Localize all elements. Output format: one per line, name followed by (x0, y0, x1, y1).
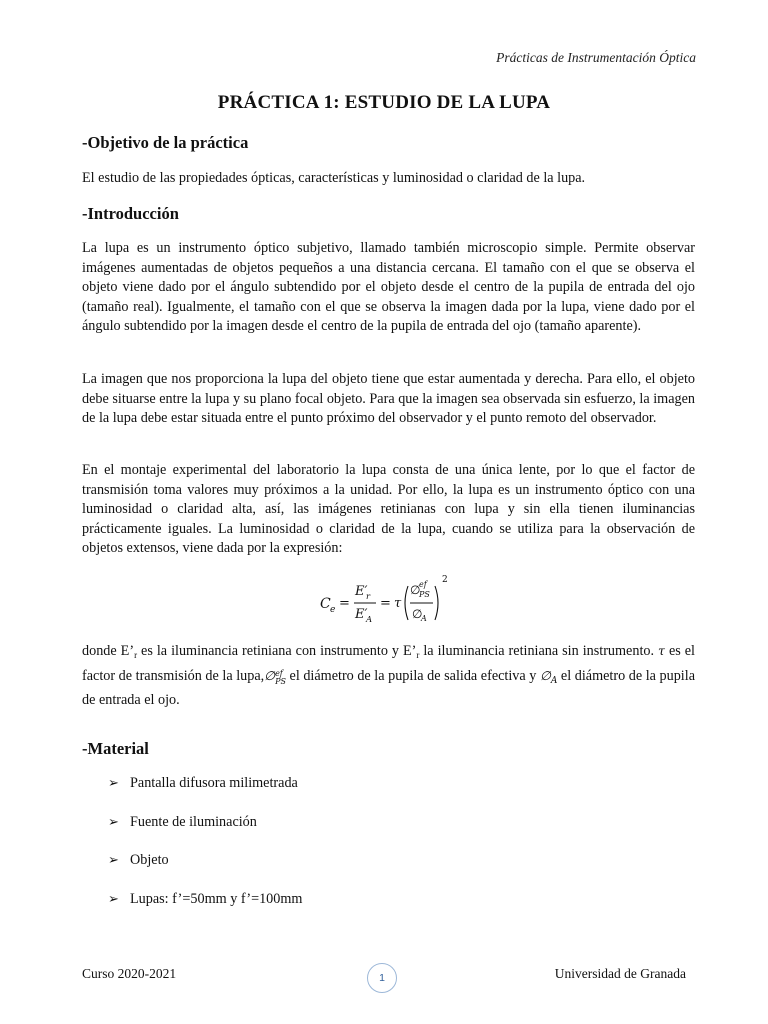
p4-text-3: la iluminancia retiniana sin instrumento. (419, 643, 655, 659)
formula-inner-num-sup: ef (419, 580, 427, 589)
footer-university: Universidad de Granada (554, 966, 686, 981)
objetivo-text: El estudio de las propiedades ópticas, características y luminosidad o claridad de la lupa. (82, 170, 586, 186)
p4-phi-ps: ∅ (264, 667, 276, 683)
material-item-label: Fuente de iluminación (130, 814, 257, 830)
formula-inner-num-sub: PS (419, 590, 430, 599)
list-item (108, 891, 302, 908)
section-heading-material: -Material (82, 739, 149, 758)
intro-paragraph-2: La imagen que nos proporciona la lupa del objeto tiene que estar aumentada y derecha. Para ello, el objeto debe situarse entre la lupa y su plano focal objeto. Para que la imagen sea observada sin esfuerzo, la imagen de la lupa debe estar situada entre el punto próximo del observador y el punto remoto del observador. (82, 371, 695, 427)
p4-text-4: es el factor de transmisión de la lupa, (82, 643, 696, 684)
arrow-bullet-icon: ➢ (108, 892, 119, 907)
formula-num: E′ (355, 584, 368, 599)
list-item (108, 775, 298, 792)
p4-phi-ps-indices (275, 670, 286, 686)
intro-paragraph-3: En el montaje experimental del laboratorio la lupa consta de una única lente, por lo que el factor de transmisión toma valores muy próximos a la unidad. Por ello, la lupa es un instrumento óptico con una luminosidad o claridad alta, así, las imágenes retinianas con lupa y sin ella tienen iluminancias prácticamente iguales. La luminosidad o claridad de la lupa, cuando se utiliza para la observación de objetos extensos, viene dada por la expresión: (82, 462, 695, 557)
p4-phi-a-sub: A (550, 675, 558, 686)
formula-exponent: 2 (442, 575, 448, 585)
formula-den: E′ (355, 607, 368, 622)
formula-num-sub: r (366, 592, 371, 602)
formula-tau: τ (394, 596, 402, 611)
p4-text-2: es la iluminancia retiniana con instrumento y E’ (137, 643, 417, 659)
footer-course: Curso 2020-2021 (82, 966, 177, 981)
list-item (108, 852, 169, 869)
material-item-label: Objeto (130, 852, 169, 868)
list-item (108, 814, 257, 831)
p4-text-5: el diámetro de la pupila de salida efectiva y (285, 667, 540, 684)
formula-inner-den-sub: A (421, 614, 427, 623)
formula-right-paren (435, 586, 438, 620)
p4-tau: τ (658, 643, 665, 658)
arrow-bullet-icon: ➢ (108, 776, 119, 791)
formula-lhs-sub: e (330, 605, 336, 615)
p4-phi-a: ∅ (539, 667, 551, 683)
arrow-bullet-icon: ➢ (108, 853, 119, 868)
page-number: 1 (367, 963, 397, 993)
formula-lhs: C (320, 596, 331, 612)
formula-inner-den: ∅ (412, 607, 423, 621)
p4-phi-ps-sub: PS (275, 676, 286, 686)
section-heading-introduccion: -Introducción (82, 204, 179, 223)
section-heading-objetivo: -Objetivo de la práctica (82, 133, 249, 152)
formula-inner-num: ∅ (410, 583, 421, 597)
p4-sub-2: r (416, 650, 420, 660)
p4-sub-1: r (134, 650, 138, 660)
p4-text-6: el diámetro de la pupila de entrada el ojo. (82, 667, 695, 709)
arrow-bullet-icon: ➢ (108, 815, 119, 830)
luminosity-formula (320, 572, 460, 628)
p4-phi-ps-sup: ef (275, 668, 283, 678)
material-item-label: Pantalla difusora milimetrada (130, 775, 298, 791)
intro-paragraph-4 (82, 641, 695, 711)
formula-den-sub: A (366, 615, 373, 625)
page-title: PRÁCTICA 1: ESTUDIO DE LA LUPA (217, 92, 551, 113)
intro-paragraph-1: La lupa es un instrumento óptico subjetivo, llamado también microscopio simple. Permite observar imágenes aumentadas de objetos pequeños a una distancia cercana. El tamaño con el que se observa el objeto viene dado por el ángulo subtendido por el objeto desde el centro de la pupila de entrada del ojo (tamaño real). Igualmente, el tamaño con el que se observa la imagen dada por la lupa, viene dado por el ángulo subtendido por la imagen desde el centro de la pupila de entrada del ojo (tamaño aparente). (82, 240, 695, 335)
formula-equals-2: = (380, 596, 391, 611)
p4-text-1: donde E’ (82, 643, 135, 659)
material-item-label: Lupas: f’=50mm y f’=100mm (130, 891, 303, 907)
running-header: Prácticas de Instrumentación Óptica (496, 50, 696, 65)
formula-equals-1: = (339, 596, 350, 611)
formula-left-paren (405, 586, 408, 620)
